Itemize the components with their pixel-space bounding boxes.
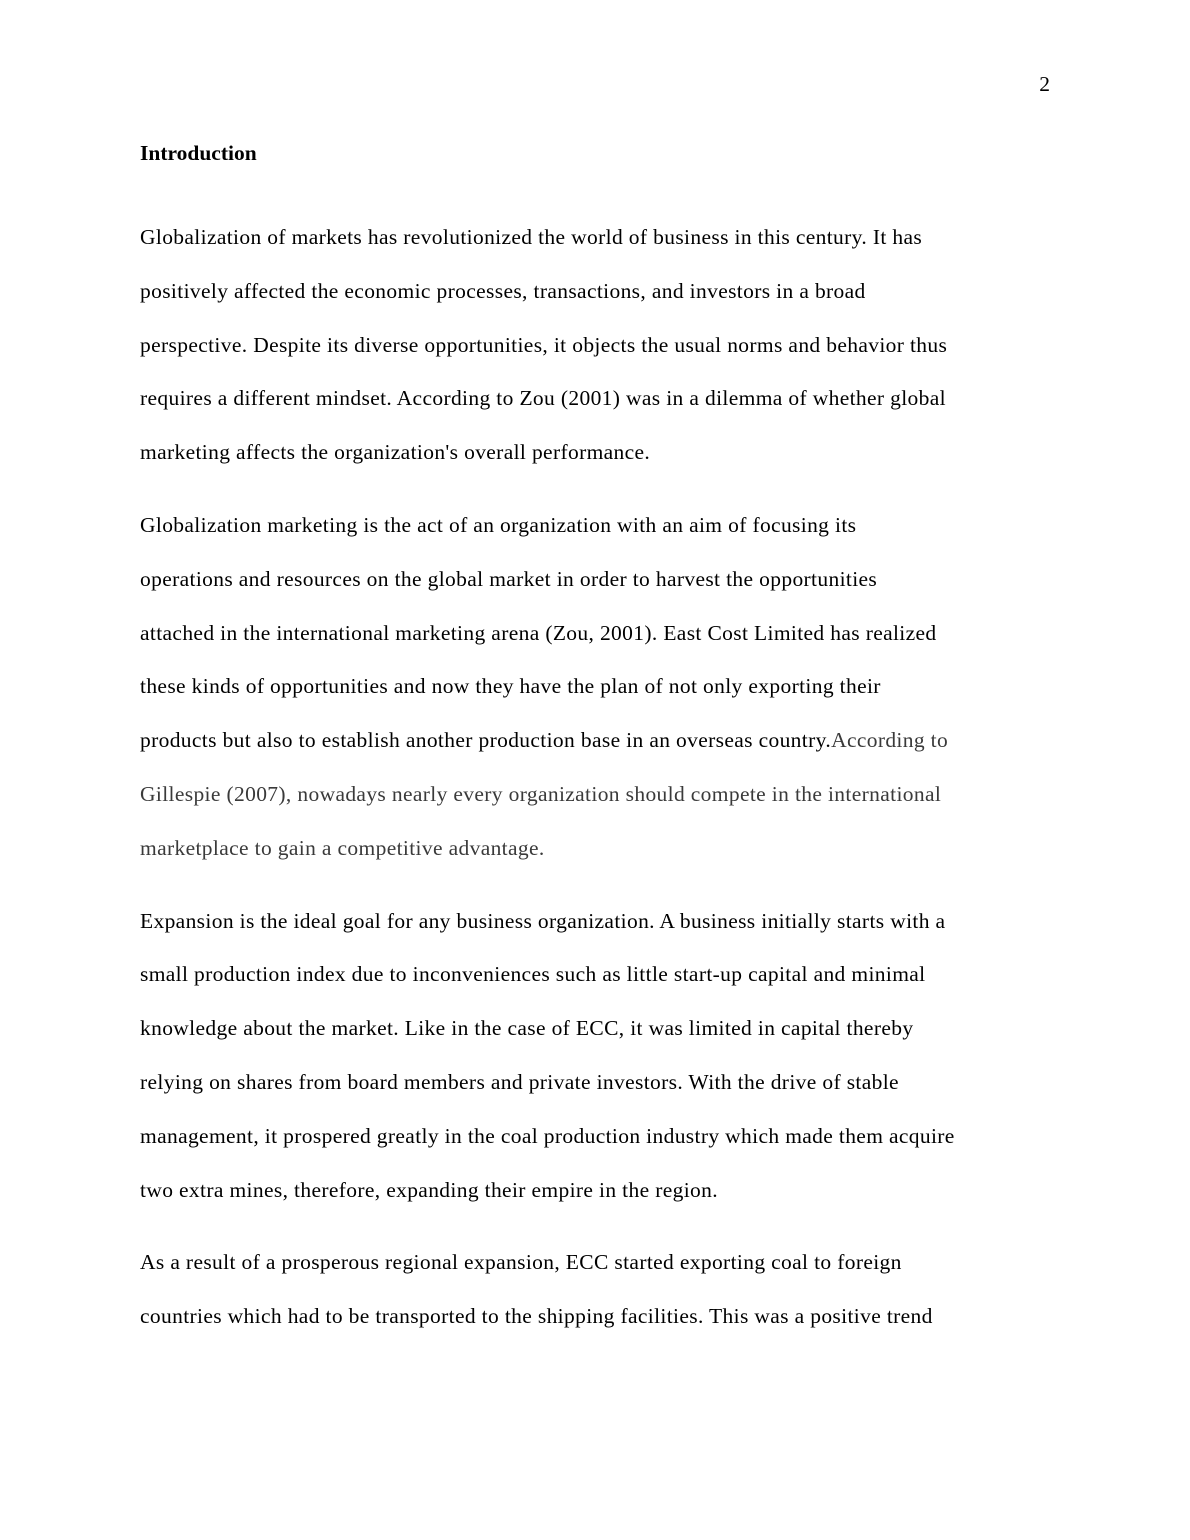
paragraph-1: [140, 211, 1055, 480]
text-line: operations and resources on the global market in order to harvest the opportunities: [140, 566, 878, 591]
text-line: marketing affects the organization's overall performance.: [140, 440, 651, 465]
text-line-quoted: Gillespie (2007), nowadays nearly every organization should compete in the international: [140, 781, 942, 806]
text-line: positively affected the economic processes, transactions, and investors in a broad: [140, 278, 866, 303]
text-line: management, it prospered greatly in the coal production industry which made them acquire: [140, 1123, 955, 1148]
text-line: requires a different mindset. According to Zou (2001) was in a dilemma of whether global: [140, 386, 946, 411]
text-line: perspective. Despite its diverse opportunities, it objects the usual norms and behavior thus: [140, 332, 948, 357]
page-number: 2: [1039, 72, 1050, 96]
paragraph-3: [140, 895, 1055, 1218]
section-heading: Introduction: [140, 141, 257, 165]
text-line-mixed: [140, 714, 1055, 768]
text-line: Globalization marketing is the act of an organization with an aim of focusing its: [140, 512, 857, 537]
text-line-quoted: marketplace to gain a competitive advantage.: [140, 835, 545, 860]
text-line: As a result of a prosperous regional expansion, ECC started exporting coal to foreign: [140, 1250, 902, 1275]
text-line: relying on shares from board members and private investors. With the drive of stable: [140, 1069, 899, 1094]
text-run: products but also to establish another production base in an overseas country.: [140, 728, 832, 753]
text-line: countries which had to be transported to the shipping facilities. This was a positive trend: [140, 1304, 933, 1329]
text-line: attached in the international marketing arena (Zou, 2001). East Cost Limited has realized: [140, 620, 937, 645]
paragraph-2: [140, 499, 1055, 876]
text-line: knowledge about the market. Like in the case of ECC, it was limited in capital thereby: [140, 1016, 914, 1041]
text-run-quoted: According to: [831, 728, 949, 753]
text-line: these kinds of opportunities and now they have the plan of not only exporting their: [140, 674, 881, 699]
text-line: Globalization of markets has revolutionized the world of business in this century. It has: [140, 225, 923, 249]
text-line: two extra mines, therefore, expanding their empire in the region.: [140, 1177, 718, 1202]
text-line: Expansion is the ideal goal for any business organization. A business initially starts with a: [140, 908, 946, 933]
paragraph-4: [140, 1236, 1055, 1344]
text-line: small production index due to inconveniences such as little start-up capital and minimal: [140, 962, 926, 987]
document-body: [140, 139, 1055, 1363]
